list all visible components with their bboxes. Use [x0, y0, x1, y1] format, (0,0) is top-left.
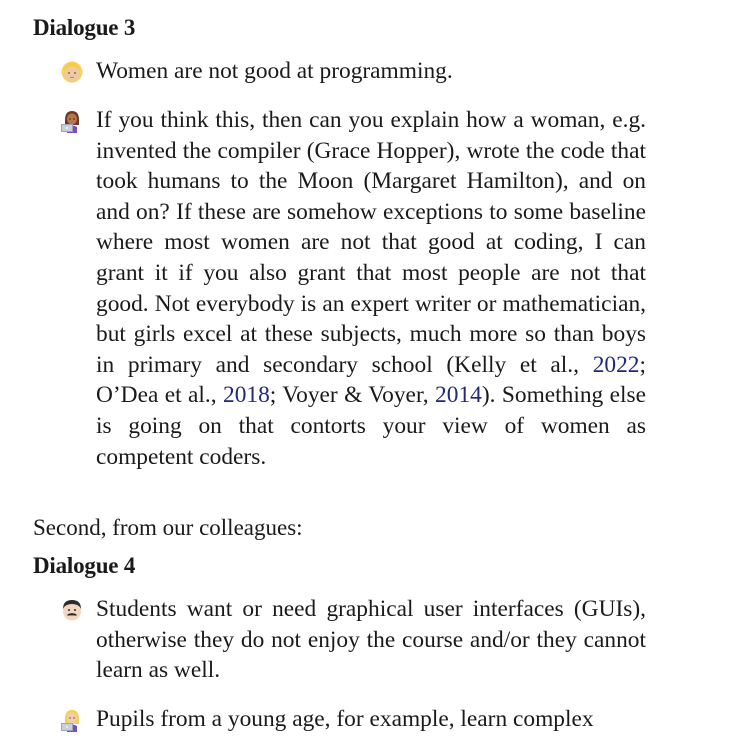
blond-woman-technologist-icon	[60, 708, 84, 732]
dialogue-3-turn-2	[60, 105, 646, 472]
citation-link-2014[interactable]: 2014	[435, 382, 482, 409]
citation-link-2018[interactable]: 2018	[223, 382, 270, 409]
utterance-text-part: ). Something else is going on that contorts your view of women as competent coders.	[96, 382, 646, 470]
utterance-text	[96, 105, 646, 472]
utterance-text-part: ; Voyer & Voyer,	[269, 382, 436, 409]
citation-link-2022[interactable]: 2022	[592, 351, 640, 378]
man-with-mustache-icon	[60, 598, 84, 622]
utterance-text-part: ; O’Dea et al.,	[96, 351, 646, 409]
dialogue-4-turn-1	[60, 594, 646, 686]
utterance-text: Pupils from a young age, for example, learn complex	[96, 706, 594, 732]
transition-text: Second, from our colleagues:	[33, 515, 303, 540]
dialogue-3-turn-1	[60, 56, 646, 87]
blond-child-icon	[60, 60, 84, 84]
utterance-text: Women are not good at programming.	[96, 58, 453, 84]
woman-technologist-icon	[60, 109, 84, 133]
dialogue-3-heading: Dialogue 3	[33, 15, 136, 40]
dialogue-4-heading: Dialogue 4	[33, 553, 136, 578]
utterance-text-part: If you think this, then can you explain how a woman, e.g. invented the compiler (Grace Hopper), wrote the code that took humans to the Moon (Margaret Hamilton), and on and on? If these are somehow exceptions to some baseline where most women are not that good at coding, I can grant it if you also grant that most people are not that good. Not everybody is an expert writer or mathematician, but girls excel at these subjects, much more so than boys in primary and secondary school (Kelly et al.,	[96, 107, 646, 378]
utterance-text: Students want or need graphical user interfaces (GUIs), otherwise they do not enjoy the course and/or they cannot learn as well.	[96, 596, 646, 684]
dialogue-4-turn-2	[60, 704, 646, 735]
